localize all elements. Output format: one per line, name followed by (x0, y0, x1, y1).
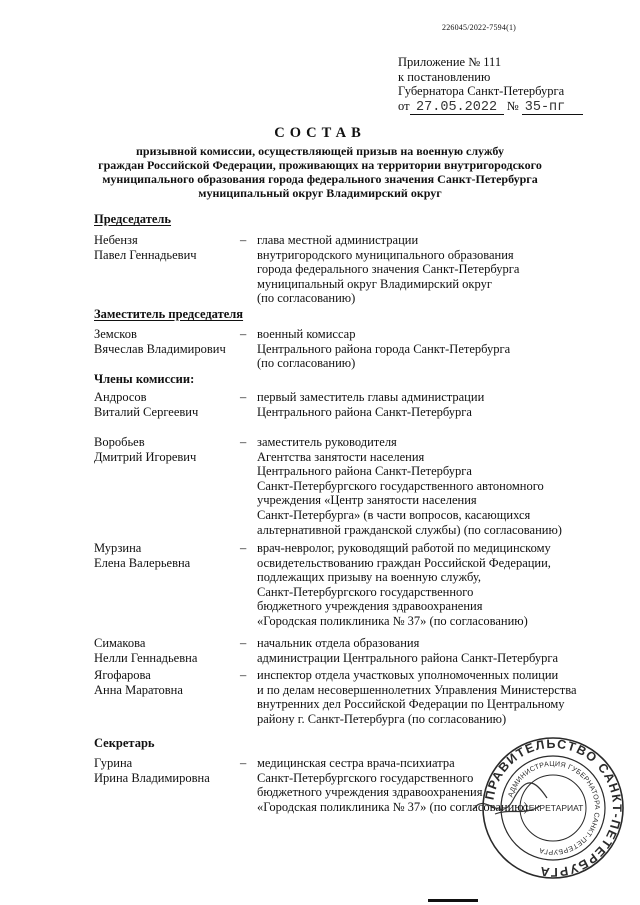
position-line: Центрального района Санкт-Петербурга (257, 404, 472, 419)
position-line: Санкт-Петербургского государственного (257, 584, 474, 599)
position-line: «Городская поликлиника № 37» (по согласованию) (257, 613, 528, 628)
position-line: администрации Центрального района Санкт-Петербурга (257, 650, 559, 665)
surname: Андросов (94, 390, 147, 404)
subtitle-line: муниципального образования города федерального значения Санкт-Петербурга (102, 172, 538, 186)
surname: Земсков (94, 327, 137, 341)
position-line: (по согласованию) (257, 291, 356, 306)
position-line: Санкт-Петербургского государственного (257, 770, 474, 785)
surname: Мурзина (94, 541, 142, 555)
given-names: Елена Валерьевна (94, 555, 191, 570)
position-line: Агентства занятости населения (257, 449, 425, 464)
person-position (257, 541, 587, 629)
person-name (94, 668, 247, 697)
dash: – (240, 233, 247, 247)
dash: – (240, 756, 247, 770)
annex-from: от (398, 98, 410, 113)
dash: – (240, 327, 247, 341)
annex-line-1: Приложение № 111 (398, 55, 502, 69)
position-line: Санкт-Петербурга» (в части вопросов, касающихся (257, 507, 531, 522)
position-line: врач-невролог, руководящий работой по медицинскому (257, 541, 551, 555)
bottom-line-mark (428, 899, 478, 902)
person-position (257, 636, 587, 665)
position-line: Центрального района Санкт-Петербурга (257, 464, 472, 479)
stamp-outer-text: ПРАВИТЕЛЬСТВО САНКТ-ПЕТЕРБУРГА (482, 736, 625, 880)
position-line: и по делам несовершеннолетних Управления Министерства (257, 682, 577, 697)
section-chair: Председатель (94, 212, 172, 226)
stamp-inner-text: АДМИНИСТРАЦИЯ ГУБЕРНАТОРА САНКТ-ПЕТЕРБУРГА (507, 760, 601, 856)
given-names: Дмитрий Игоревич (94, 449, 197, 464)
annex-num-label: № (506, 98, 519, 113)
given-names: Нелли Геннадьевна (94, 650, 198, 665)
document-subtitle (0, 144, 640, 200)
person-name (94, 756, 247, 785)
person-name (94, 327, 247, 356)
position-line: начальник отдела образования (257, 636, 420, 650)
section-secretary: Секретарь (94, 736, 155, 750)
position-line: первый заместитель главы администрации (257, 390, 485, 404)
dash: – (240, 390, 247, 404)
annex-line-3: Губернатора Санкт-Петербурга (398, 84, 565, 98)
given-names: Ирина Владимировна (94, 770, 210, 785)
position-line: Санкт-Петербургского государственного автономного (257, 478, 544, 493)
position-line: «Городская поликлиника № 37» (по согласованию) (257, 799, 528, 814)
position-line: военный комиссар (257, 327, 356, 341)
position-line: учреждения «Центр занятости населения (257, 493, 477, 508)
document-title: СОСТАВ (274, 125, 366, 141)
person-position (257, 233, 587, 306)
person-name (94, 390, 247, 419)
position-line: району г. Санкт-Петербурга (по согласованию) (257, 711, 507, 726)
document-number: 226045/2022-7594(1) (442, 23, 517, 32)
person-position (257, 435, 587, 537)
section-members: Члены комиссии: (94, 372, 195, 386)
surname: Гурина (94, 756, 133, 770)
surname: Симакова (94, 636, 146, 650)
subtitle-line: призывной комиссии, осуществляющей призыв на военную службу (136, 144, 504, 158)
position-line: альтернативной гражданской службы) (по согласованию) (257, 522, 562, 537)
given-names: Виталий Сергеевич (94, 404, 199, 419)
annex-line-2: к постановлению (398, 69, 491, 84)
dash: – (240, 636, 247, 650)
dash: – (240, 668, 247, 682)
official-stamp-seal (481, 736, 625, 880)
position-line: Центрального района города Санкт-Петербурга (257, 341, 511, 356)
annex-date: 27.05.2022 (410, 102, 504, 115)
position-line: глава местной администрации (257, 233, 419, 247)
given-names: Вячеслав Владимирович (94, 341, 226, 356)
surname: Воробьев (94, 435, 145, 449)
position-line: инспектор отдела участковых уполномоченных полиции (257, 668, 559, 682)
given-names: Павел Геннадьевич (94, 247, 197, 262)
subtitle-line: граждан Российской Федерации, проживающих на территории внутригородского (98, 158, 542, 172)
dash: – (240, 435, 247, 449)
position-line: (по согласованию) (257, 356, 356, 371)
person-name (94, 435, 247, 464)
position-line: внутригородского муниципального образования (257, 247, 514, 262)
position-line: медицинская сестра врача-психиатра (257, 756, 455, 770)
position-line: бюджетного учреждения здравоохранения (257, 599, 483, 614)
stamp-center-text: СЕКРЕТАРИАТ (522, 803, 584, 813)
person-name (94, 541, 247, 570)
person-position (257, 327, 587, 371)
position-line: муниципальный округ Владимирский округ (257, 276, 492, 291)
position-line: города федерального значения Санкт-Петербурга (257, 262, 520, 277)
person-position (257, 668, 587, 726)
annex-block (398, 55, 583, 115)
surname: Ягофарова (94, 668, 151, 682)
section-deputy: Заместитель председателя (94, 307, 244, 321)
surname: Небензя (94, 233, 138, 247)
person-name (94, 233, 247, 262)
position-line: освидетельствованию граждан Российской Федерации, (257, 555, 551, 570)
given-names: Анна Маратовна (94, 682, 183, 697)
annex-date-line (398, 99, 583, 115)
subtitle-line: муниципальный округ Владимирский округ (198, 186, 442, 200)
position-line: подлежащих призыву на военную службу, (257, 570, 481, 585)
annex-number: 35-пг (522, 102, 583, 115)
person-name (94, 636, 247, 665)
dash: – (240, 541, 247, 555)
position-line: внутренних дел Российской Федерации по Центральному (257, 697, 565, 712)
person-position (257, 390, 587, 419)
position-line: бюджетного учреждения здравоохранения (257, 785, 483, 800)
position-line: заместитель руководителя (257, 435, 397, 449)
